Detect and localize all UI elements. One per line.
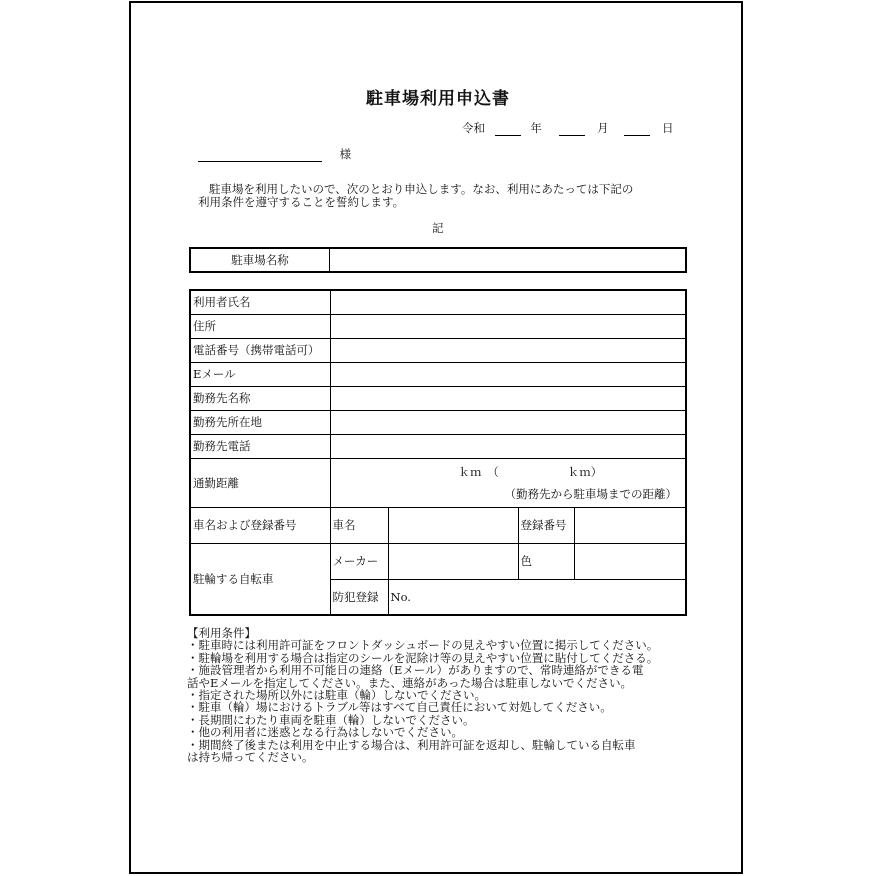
condition-line: ・他の利用者に迷惑となる行為はしないでください。 xyxy=(187,725,463,740)
condition-line: ・期間終了後または利用を中止する場合は、利用許可証を返却し、駐輪している自転車 xyxy=(187,737,636,752)
day-blank[interactable] xyxy=(624,123,650,136)
registration-field[interactable] xyxy=(574,507,686,543)
address-field[interactable] xyxy=(330,314,686,338)
name-field[interactable] xyxy=(330,290,686,314)
era-label: 令和 xyxy=(462,121,485,135)
year-blank[interactable] xyxy=(495,123,521,136)
name-label: 利用者氏名 xyxy=(190,290,330,314)
commute-field[interactable] xyxy=(330,458,686,507)
car-name-field[interactable] xyxy=(388,507,518,543)
phone-label: 電話番号（携帯電話可） xyxy=(190,338,330,362)
condition-line: ・施設管理者から利用不可能日の連絡（Eメール）がありますので、常時連絡ができる電 xyxy=(187,663,644,678)
intro-line-1: 駐車場を利用したいので、次のとおり申込します。なお、利用にあたっては下記の xyxy=(209,182,634,196)
parking-name-label: 駐車場名称 xyxy=(190,248,330,272)
condition-line: ・駐輪場を利用する場合は指定のシールを泥除け等の見えやすい位置に貼付してくださる。 xyxy=(187,650,659,665)
applicant-table xyxy=(189,289,687,616)
intro-paragraph xyxy=(198,183,688,209)
maker-field[interactable] xyxy=(388,543,518,579)
workplace-phone-label: 勤務先電話 xyxy=(190,434,330,458)
ki-label: 記 xyxy=(432,221,444,235)
workplace-phone-field[interactable] xyxy=(330,434,686,458)
anti-theft-no: No. xyxy=(390,589,411,604)
address-label: 住所 xyxy=(190,314,330,338)
commute-label: 通勤距離 xyxy=(190,458,330,507)
condition-line: ・駐車（輪）場におけるトラブル等はすべて自己責任において対処してください。 xyxy=(187,700,612,715)
workplace-label: 勤務先名称 xyxy=(190,386,330,410)
color-label: 色 xyxy=(518,543,574,579)
email-field[interactable] xyxy=(330,362,686,386)
month-blank[interactable] xyxy=(559,123,585,136)
parking-name-field[interactable] xyxy=(330,248,687,272)
registration-label: 登録番号 xyxy=(518,507,574,543)
email-label: Eメール xyxy=(190,362,330,386)
month-label: 月 xyxy=(597,121,609,135)
commute-km: ｋｍ （ ｋｍ） xyxy=(458,464,603,479)
workplace-address-label: 勤務先所在地 xyxy=(190,410,330,434)
year-label: 年 xyxy=(530,121,542,135)
recipient-line xyxy=(198,146,351,162)
bicycle-label: 駐輪する自転車 xyxy=(190,543,330,615)
car-name-label: 車名 xyxy=(330,507,388,543)
parking-name-table xyxy=(189,247,687,273)
condition-line: ・駐車時には利用許可証をフロントダッシュボードの見えやすい位置に掲示してください。 xyxy=(187,638,659,653)
date-line xyxy=(462,120,673,136)
workplace-field[interactable] xyxy=(330,386,686,410)
commute-note: （勤務先から駐車場までの距離） xyxy=(504,486,677,501)
anti-theft-label: 防犯登録 xyxy=(330,579,388,615)
workplace-address-field[interactable] xyxy=(330,410,686,434)
intro-line-2: 利用条件を遵守することを誓約します。 xyxy=(198,195,405,209)
maker-label: メーカー xyxy=(330,543,388,579)
document-title: 駐車場利用申込書 xyxy=(366,89,510,109)
recipient-blank[interactable] xyxy=(198,149,322,162)
conditions-heading: 【利用条件】 xyxy=(187,626,256,640)
phone-field[interactable] xyxy=(330,338,686,362)
recipient-suffix: 様 xyxy=(339,147,352,161)
car-label: 車名および登録番号 xyxy=(190,507,330,543)
day-label: 日 xyxy=(661,121,674,135)
anti-theft-field[interactable] xyxy=(388,579,686,615)
color-field[interactable] xyxy=(574,543,686,579)
condition-line: は持ち帰ってください。 xyxy=(187,750,314,765)
condition-line: ・指定された場所以外には駐車（輪）しないでください。 xyxy=(187,688,486,703)
condition-line: 話やEメールを指定してください。また、連絡があった場合は駐車しないでください。 xyxy=(187,675,633,690)
condition-line: ・長期間にわたり車両を駐車（輪）しないでください。 xyxy=(187,712,475,727)
conditions-section xyxy=(187,627,699,763)
